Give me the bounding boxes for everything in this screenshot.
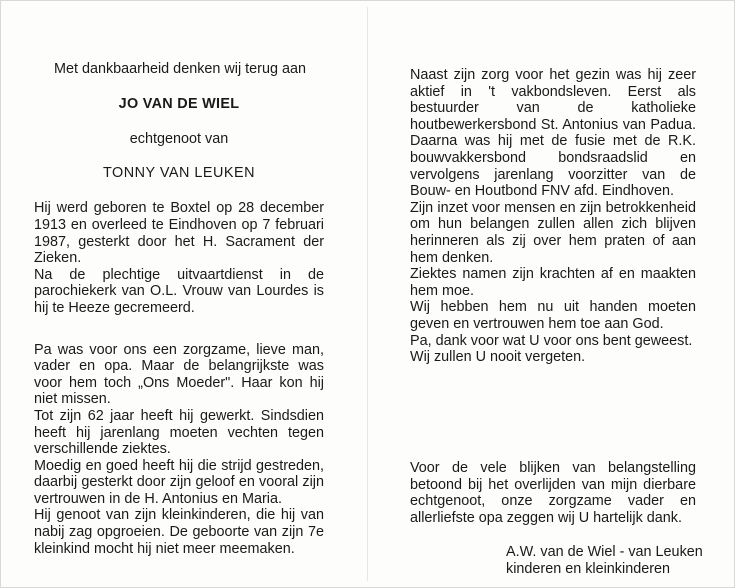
signature-family-name: A.W. van de Wiel - van Leuken: [506, 544, 703, 560]
acknowledgement-text: Voor de vele blijken van belangstelling betoond bij het overlijden van mijn dierbare echtgenoot, onze zorgzame vader en allerliefste opa zeggen wij U hartelijk dank.: [410, 460, 696, 526]
paragraph-birth-death: Hij werd geboren te Boxtel op 28 december 1913 en overleed te Eindhoven op 7 februari 1987, gesterkt door het H. Sacrament der Zieken.: [34, 200, 324, 267]
paragraph-grandchildren: Hij genoot van zijn kleinkinderen, die hij van nabij zag opgroeien. De geboorte van zijn 7e kleinkind mocht hij niet meer meemaken.: [34, 507, 324, 557]
paragraph-illness: Ziektes namen zijn krachten af en maakten hem moe.: [410, 266, 696, 299]
signature-relatives: kinderen en kleinkinderen: [506, 560, 671, 577]
signature-block: [506, 544, 703, 577]
relation-label: echtgenoot van: [129, 131, 229, 148]
paragraph-union: Naast zijn zorg voor het gezin was hij zeer aktief in 't vakbondsleven. Eerst als bestuurder van de katholieke houtbewerkersbond St. Antonius van Padua. Daarna was hij met de fusie met de R.K. bouwvakkersbond bondsraadslid en vervolgens jarenlang voorzitter van de Bouw- en Houtbond FNV afd. Eindhoven.: [410, 67, 696, 200]
deceased-name: JO VAN DE WIEL: [118, 95, 240, 112]
paragraph-work: Tot zijn 62 jaar heeft hij gewerkt. Sindsdien heeft hij jarenlang moeten vechten tegen verschillende ziektes.: [34, 407, 324, 458]
acknowledgement-block: [410, 460, 696, 526]
paragraph-farewell: Wij hebben hem nu uit handen moeten geven en vertrouwen hem toe aan God.: [410, 299, 696, 332]
left-panel: [34, 61, 324, 557]
fold-line: [367, 7, 368, 581]
intro-text: Met dankbaarheid denken wij terug aan: [53, 61, 306, 77]
paragraph-courage: Moedig en goed heeft hij die strijd gestreden, daarbij gesterkt door zijn geloof en vooral zijn vertrouwen in de H. Antonius en Maria.: [34, 457, 324, 507]
spouse-name: TONNY VAN LEUKEN: [103, 164, 255, 181]
paragraph-dedication: Zijn inzet voor mensen en zijn betrokkenheid om hun belangen zullen allen zich blijven herinneren als zij over hem praten of aan hem denken.: [410, 199, 696, 266]
paragraph-family: Pa was voor ons een zorgzame, lieve man, vader en opa. Maar de belangrijkste was voor hem toch „Ons Moeder". Haar kon hij niet missen.: [34, 341, 324, 408]
paragraph-funeral: Na de plechtige uitvaartdienst in de parochiekerk van O.L. Vrouw van Lourdes is hij te Heeze gecremeerd.: [34, 266, 324, 316]
paragraph-never-forget: Wij zullen U nooit vergeten.: [410, 349, 586, 366]
paragraph-thanks-pa: Pa, dank voor wat U voor ons bent geweest.: [410, 332, 693, 349]
right-panel: [410, 67, 696, 366]
